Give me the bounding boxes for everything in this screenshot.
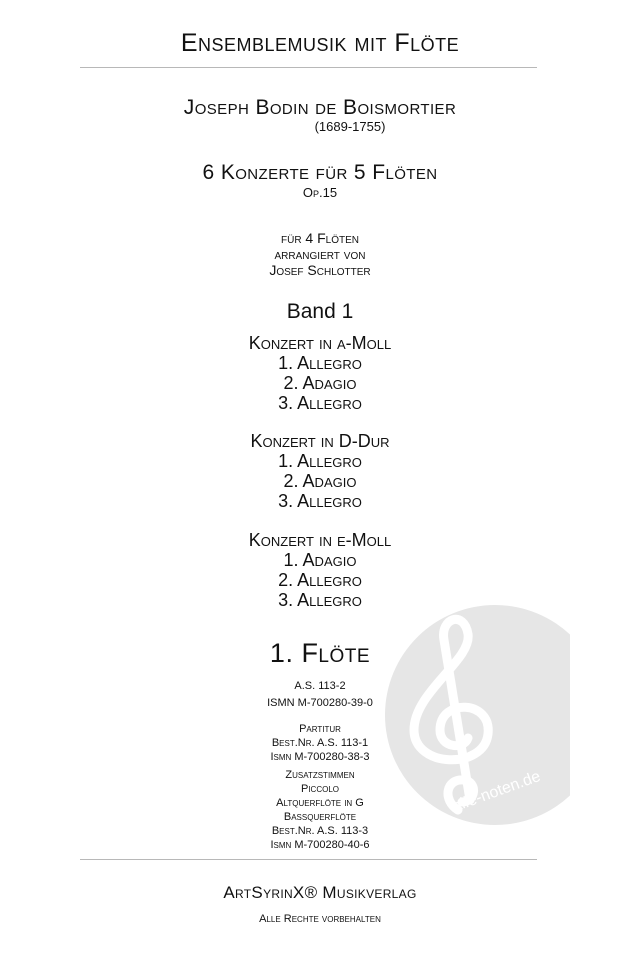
movement: 3. Allegro — [278, 393, 362, 413]
work-opus: Op.15 — [302, 185, 338, 200]
extras-order-no: Best.Nr. A.S. 113-3 — [271, 825, 369, 837]
score-ismn: Ismn M-700280-38-3 — [270, 751, 370, 763]
work-title: 6 Konzerte für 5 Flöten — [202, 161, 438, 184]
composer-name: Joseph Bodin de Boismortier — [183, 96, 457, 119]
movement: 2. Allegro — [278, 570, 362, 590]
movement: 2. Adagio — [283, 373, 357, 393]
rights-notice: Alle Rechte vorbehalten — [259, 913, 381, 925]
publisher-name: ArtSyrinX® Musikverlag — [223, 883, 417, 902]
watermark-text: alle-noten.de — [450, 767, 543, 816]
series-title: Ensemblemusik mit Flöte — [180, 29, 460, 57]
top-divider — [80, 67, 537, 68]
band-title: Band 1 — [286, 300, 354, 323]
part-name: 1. Flöte — [269, 638, 371, 668]
arrangement-line-2: arrangiert von — [274, 246, 366, 262]
concerto-title: Konzert in D-Dur — [250, 431, 390, 451]
extras-ismn: Ismn M-700280-40-6 — [270, 839, 370, 851]
movement: 3. Allegro — [278, 491, 362, 511]
extras-item: Altquerflöte in G — [276, 797, 364, 809]
concerto-title: Konzert in a-Moll — [248, 333, 392, 353]
movement: 1. Adagio — [283, 550, 357, 570]
movement: 2. Adagio — [283, 471, 357, 491]
extras-item: Piccolo — [300, 783, 339, 795]
extras-heading: Zusatzstimmen — [285, 769, 355, 781]
arrangement-line-1: für 4 Flöten — [280, 230, 359, 246]
bottom-divider — [80, 859, 537, 860]
movement: 3. Allegro — [278, 590, 362, 610]
part-ismn: ISMN M-700280-39-0 — [267, 697, 373, 709]
arrangement-line-3: Josef Schlotter — [269, 262, 371, 278]
score-order-no: Best.Nr. A.S. 113-1 — [271, 737, 369, 749]
extras-item: Bassquerflöte — [283, 811, 357, 823]
watermark — [380, 600, 570, 830]
concerto-title: Konzert in e-Moll — [248, 530, 392, 550]
composer-dates: (1689-1755) — [314, 119, 386, 134]
movement: 1. Allegro — [278, 451, 362, 471]
part-catalog: A.S. 113-2 — [294, 680, 346, 692]
treble-clef-icon — [380, 600, 570, 830]
movement: 1. Allegro — [278, 353, 362, 373]
score-heading: Partitur — [299, 723, 341, 735]
